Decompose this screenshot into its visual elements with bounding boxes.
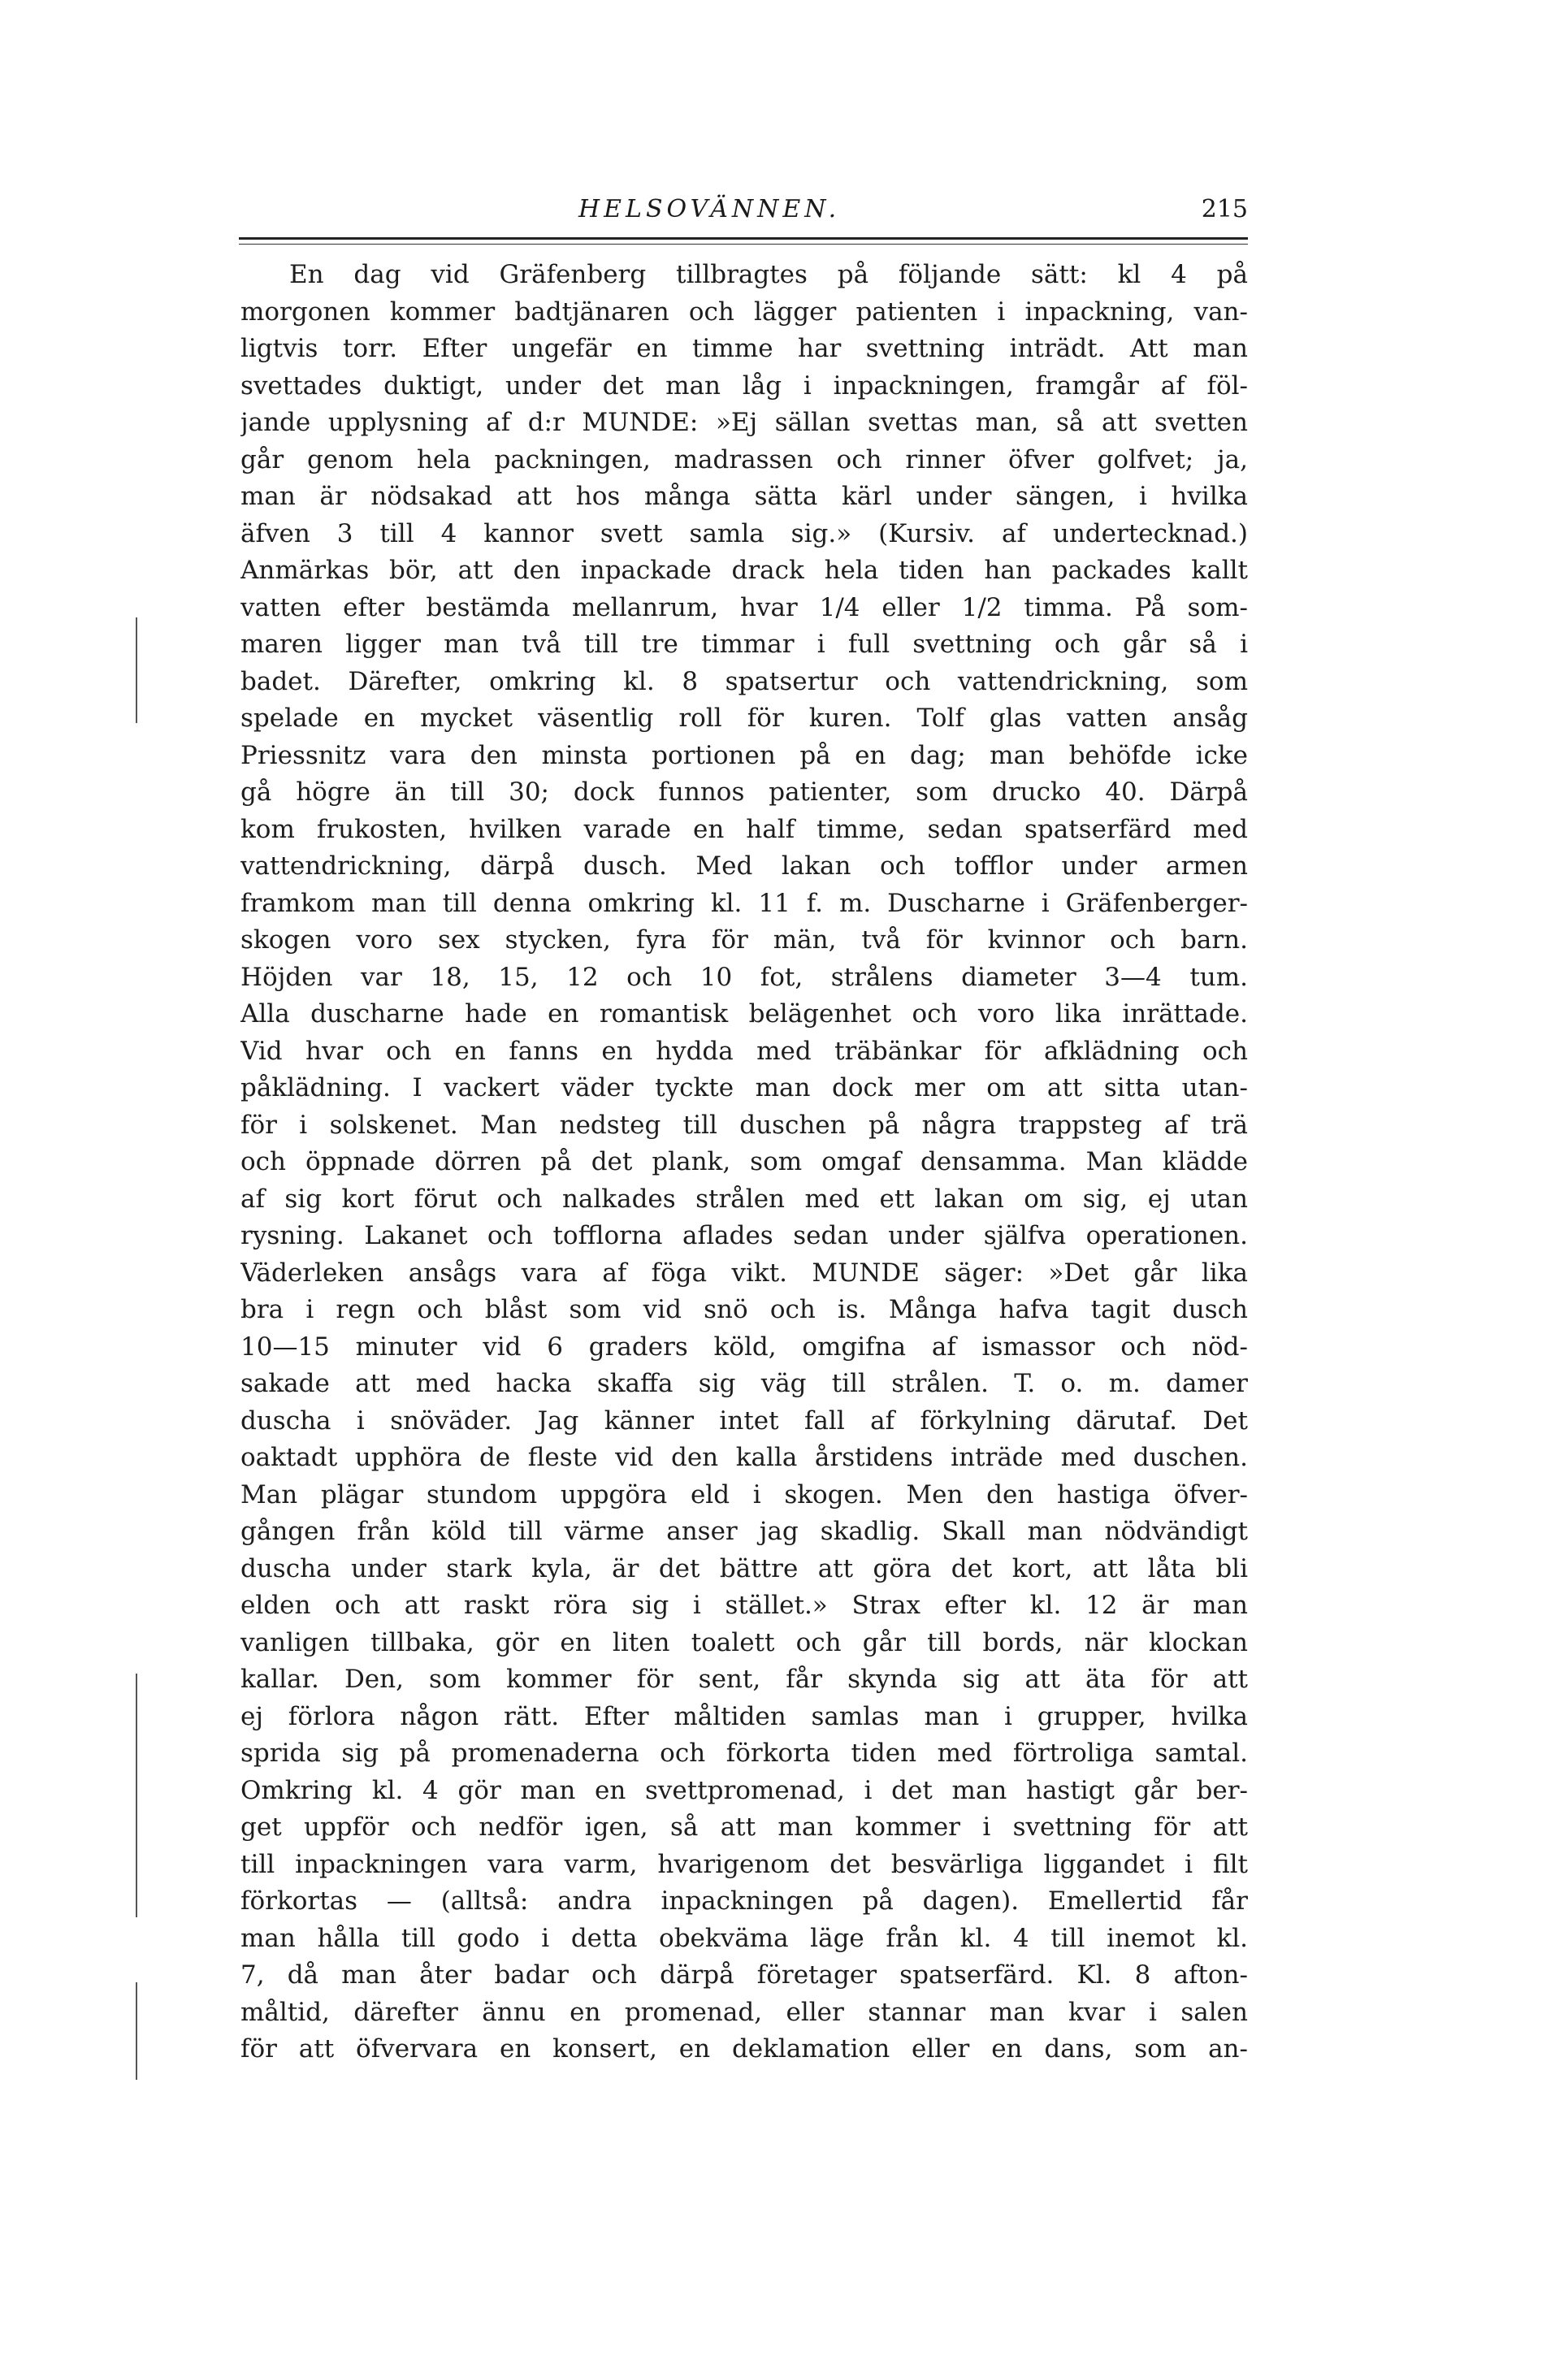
text-line: duscha i snöväder. Jag känner intet fall af förkylning därutaf. Det bbox=[240, 1405, 1248, 1436]
header-rule-thick bbox=[239, 237, 1248, 240]
text-line: 7, då man åter badar och därpå företager spatserfärd. Kl. 8 afton- bbox=[240, 1960, 1248, 1990]
text-line: Omkring kl. 4 gör man en svettpromenad, i det man hastigt går ber- bbox=[240, 1775, 1248, 1805]
text-line: gå högre än till 30; dock funnos patienter, som drucko 40. Därpå bbox=[240, 777, 1248, 807]
text-line: sprida sig på promenaderna och förkorta tiden med förtroliga samtal. bbox=[240, 1739, 1248, 1768]
text-line: bra i regn och blåst som vid snö och is. Många hafva tagit dusch bbox=[240, 1295, 1248, 1324]
text-line: 10—15 minuter vid 6 graders köld, omgifna af ismassor och nöd- bbox=[240, 1332, 1248, 1362]
text-line: påklädning. I vackert väder tyckte man dock mer om att sitta utan- bbox=[240, 1073, 1248, 1102]
text-line: svettades duktigt, under det man låg i inpackningen, framgår af föl- bbox=[240, 370, 1248, 401]
margin-mark bbox=[136, 617, 137, 723]
text-line: morgonen kommer badtjänaren och lägger patienten i inpackning, van- bbox=[240, 297, 1248, 327]
text-line: Alla duscharne hade en romantisk belägenhet och voro lika inrättade. bbox=[240, 999, 1248, 1029]
text-line: maren ligger man två till tre timmar i full svettning och går så i bbox=[240, 630, 1248, 659]
text-line: sakade att med hacka skaffa sig väg till strålen. T. o. m. damer bbox=[240, 1369, 1248, 1398]
text-line: ej förlora någon rätt. Efter måltiden samlas man i grupper, hvilka bbox=[240, 1701, 1248, 1731]
body-text bbox=[240, 257, 1248, 2068]
text-line: rysning. Lakanet och tofflorna aflades sedan under själfva operationen. bbox=[240, 1221, 1248, 1250]
text-line: badet. Därefter, omkring kl. 8 spatsertur och vattendrickning, som bbox=[240, 666, 1248, 696]
text-line: förkortas — (alltså: andra inpackningen på dagen). Emellertid får bbox=[240, 1886, 1248, 1916]
text-line: duscha under stark kyla, är det bättre att göra det kort, att låta bli bbox=[240, 1553, 1248, 1583]
text-line: ligtvis torr. Efter ungefär en timme har svettning inträdt. Att man bbox=[240, 334, 1248, 363]
text-line: oaktadt upphöra de fleste vid den kalla årstidens inträde med duschen. bbox=[240, 1443, 1248, 1472]
text-line: skogen voro sex stycken, fyra för män, två för kvinnor och barn. bbox=[240, 925, 1248, 955]
page-header bbox=[239, 195, 1248, 234]
text-line: för i solskenet. Man nedsteg till duschen på några trappsteg af trä bbox=[240, 1110, 1248, 1140]
text-line: måltid, därefter ännu en promenad, eller stannar man kvar i salen bbox=[240, 1997, 1248, 2027]
text-line: kom frukosten, hvilken varade en half timme, sedan spatserfärd med bbox=[240, 814, 1248, 844]
text-line: Priessnitz vara den minsta portionen på en dag; man behöfde icke bbox=[240, 740, 1248, 770]
text-line: En dag vid Gräfenberg tillbragtes på följande sätt: kl 4 på bbox=[289, 260, 1248, 289]
text-line: och öppnade dörren på det plank, som omgaf densamma. Man klädde bbox=[240, 1147, 1248, 1176]
margin-mark bbox=[136, 1674, 137, 1917]
text-line: kallar. Den, som kommer för sent, får skynda sig att äta för att bbox=[240, 1665, 1248, 1694]
text-line: till inpackningen vara varm, hvarigenom det besvärliga liggandet i filt bbox=[240, 1849, 1248, 1879]
text-line: Man plägar stundom uppgöra eld i skogen. Men den hastiga öfver- bbox=[240, 1479, 1248, 1509]
text-line: spelade en mycket väsentlig roll för kuren. Tolf glas vatten ansåg bbox=[240, 704, 1248, 733]
text-line: Höjden var 18, 15, 12 och 10 fot, strålens diameter 3—4 tum. bbox=[240, 962, 1248, 992]
text-line: går genom hela packningen, madrassen och rinner öfver golfvet; ja, bbox=[240, 444, 1248, 474]
text-line: vatten efter bestämda mellanrum, hvar 1/4 eller 1/2 timma. På som- bbox=[240, 592, 1248, 622]
text-line: äfven 3 till 4 kannor svett samla sig.» (Kursiv. af undertecknad.) bbox=[240, 518, 1248, 548]
text-line: man är nödsakad att hos många sätta kärl under sängen, i hvilka bbox=[240, 482, 1248, 511]
text-line: get uppför och nedför igen, så att man kommer i svettning för att bbox=[240, 1812, 1248, 1842]
running-title: HELSOVÄNNEN. bbox=[578, 195, 841, 223]
text-line: gången från köld till värme anser jag skadlig. Skall man nödvändigt bbox=[240, 1517, 1248, 1546]
margin-mark bbox=[136, 1982, 137, 2080]
text-line: för att öfvervara en konsert, en deklamation eller en dans, som an- bbox=[240, 2034, 1248, 2064]
text-line: jande upplysning af d:r MUNDE: »Ej sällan svettas man, så att svetten bbox=[240, 408, 1248, 437]
page-number: 215 bbox=[1201, 195, 1248, 223]
header-rule-thin bbox=[239, 244, 1248, 245]
text-line: vattendrickning, därpå dusch. Med lakan och tofflor under armen bbox=[240, 851, 1248, 881]
text-line: Vid hvar och en fanns en hydda med träbänkar för afklädning och bbox=[240, 1036, 1248, 1066]
text-line: man hålla till godo i detta obekväma läge från kl. 4 till inemot kl. bbox=[240, 1923, 1248, 1953]
text-line: elden och att raskt röra sig i stället.» Strax efter kl. 12 är man bbox=[240, 1591, 1248, 1620]
text-line: Anmärkas bör, att den inpackade drack hela tiden han packades kallt bbox=[240, 556, 1248, 585]
text-line: framkom man till denna omkring kl. 11 f. m. Duscharne i Gräfenberger- bbox=[240, 888, 1248, 918]
text-line: vanligen tillbaka, gör en liten toalett och går till bords, när klockan bbox=[240, 1627, 1248, 1657]
text-line: Väderleken ansågs vara af föga vikt. MUNDE säger: »Det går lika bbox=[240, 1258, 1248, 1288]
text-line: af sig kort förut och nalkades strålen med ett lakan om sig, ej utan bbox=[240, 1184, 1248, 1214]
